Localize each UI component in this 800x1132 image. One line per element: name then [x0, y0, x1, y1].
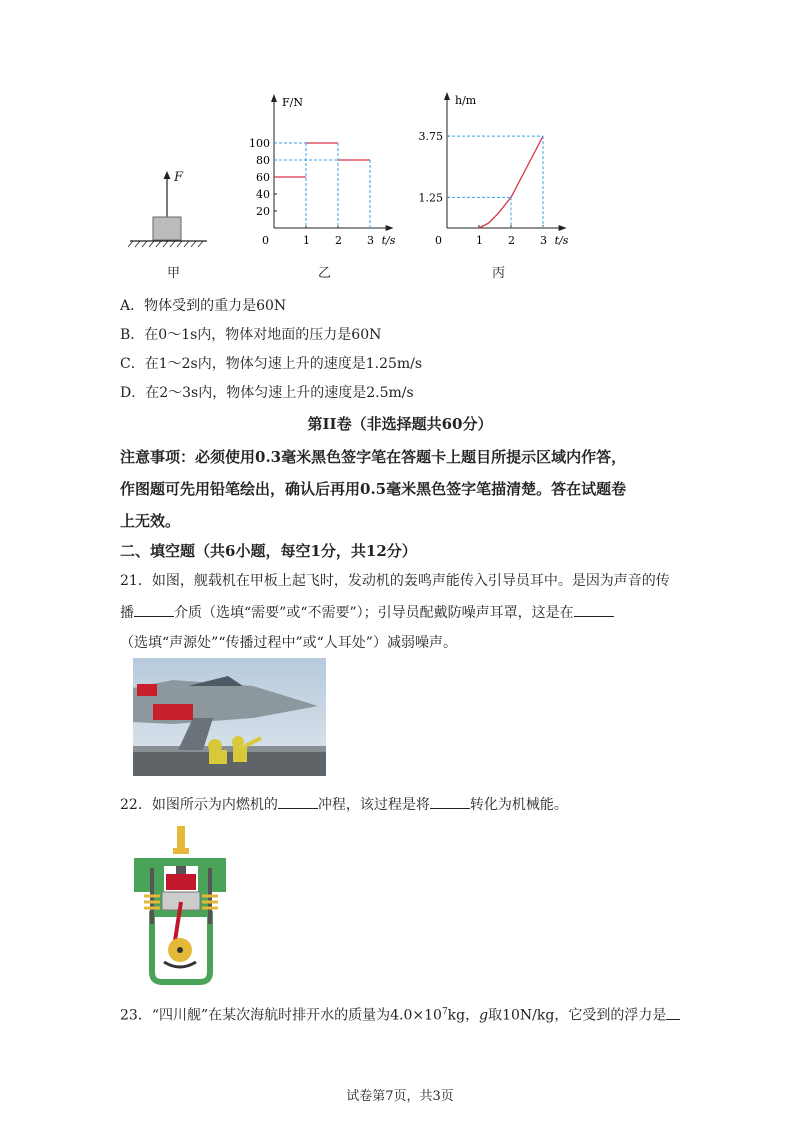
section-title: 第II卷（非选择题共60分）: [307, 415, 493, 433]
y-tick-label: 80: [256, 154, 270, 167]
q23-text-c: 取10N/kg，它受到的浮力是: [488, 1007, 667, 1024]
x-tick-label: 1: [303, 234, 310, 247]
q21-blank-2[interactable]: [574, 602, 614, 617]
page-footer: 试卷第7页，共3页: [346, 1089, 454, 1104]
caption-yi: 乙: [318, 266, 332, 281]
y-tick-label: 3.75: [418, 130, 443, 144]
figure-jia: [125, 165, 210, 250]
y-tick-label: 100: [249, 137, 270, 150]
caption-jia: 甲: [167, 266, 181, 281]
q21-blank-1[interactable]: [134, 602, 174, 617]
q22-text-b: 冲程，该过程是将: [317, 797, 430, 813]
x-tick-label: 3: [367, 234, 374, 247]
x-tick-label: 3: [540, 234, 547, 245]
caption-bing: 丙: [492, 266, 506, 281]
y-axis-arrow: [271, 94, 277, 102]
carrier-jet-photo: [133, 658, 326, 776]
part-title: 二、填空题（共6小题，每空1分，共12分）: [120, 542, 417, 560]
q22-blank-2[interactable]: [430, 794, 470, 809]
origin-label: 0: [435, 234, 442, 245]
notice-line-3: 上无效。: [120, 512, 181, 530]
q23-text-a: 23．“四川舰”在某次海航时排开水的质量为4.0×10: [120, 1007, 442, 1024]
q23-g-symbol: g: [479, 1007, 489, 1024]
notice-line-1: 注意事项：必须使用0.3毫米黑色签字笔在答题卡上题目所提示区域内作答，: [120, 448, 627, 466]
q21-text-a: 播: [120, 605, 134, 621]
x-tick-label: 1: [476, 234, 483, 245]
y-tick-label: 60: [256, 171, 270, 184]
x-tick-label: 2: [508, 234, 515, 245]
x-axis-label: t/s: [554, 234, 569, 245]
q22-blank-1[interactable]: [278, 794, 318, 809]
q22-line: [120, 794, 568, 815]
x-axis-arrow: [559, 225, 567, 231]
y-axis-label: F/N: [282, 96, 303, 109]
q22-text-c: 转化为机械能。: [469, 797, 568, 813]
origin-label: 0: [262, 234, 269, 247]
q23-text-b: kg，: [447, 1007, 480, 1024]
q21-text-b: 介质（选填“需要”或“不需要”）；引导员配戴防噪声耳罩，这是在: [174, 605, 574, 621]
q23-line: [120, 1002, 680, 1026]
y-tick-label: 40: [256, 188, 270, 201]
x-tick-label: 2: [335, 234, 342, 247]
q21-line-3: （选填“声源处”“传播过程中”或“人耳处”）减弱噪声。: [120, 635, 457, 651]
y-axis-label: h/m: [455, 94, 477, 107]
q23-exponent: 7: [441, 1007, 448, 1017]
x-axis-label: t/s: [381, 234, 396, 247]
y-tick-label: 20: [256, 205, 270, 218]
force-label: F: [174, 170, 184, 185]
engine-diagram: [130, 822, 230, 987]
q23-blank[interactable]: [666, 1005, 680, 1020]
chart-height-time: [415, 90, 590, 245]
chart-force-time: [240, 92, 415, 247]
q21-line-1: 21．如图，舰载机在甲板上起飞时，发动机的轰鸣声能传入引导员耳中。是因为声音的传: [120, 573, 670, 589]
q22-text-a: 22．如图所示为内燃机的: [120, 797, 278, 813]
q21-line-2: [120, 602, 614, 623]
option-a: A．物体受到的重力是60N: [120, 298, 287, 314]
option-b: B．在0～1s内，物体对地面的压力是60N: [120, 327, 382, 343]
x-axis-arrow: [386, 225, 394, 231]
option-d: D．在2～3s内，物体匀速上升的速度是2.5m/s: [120, 385, 414, 401]
y-axis-arrow: [444, 92, 450, 100]
option-c: C．在1～2s内，物体匀速上升的速度是1.25m/s: [120, 356, 423, 372]
y-tick-label: 1.25: [418, 191, 443, 205]
notice-line-2: 作图题可先用铅笔绘出，确认后再用0.5毫米黑色签字笔描清楚。答在试题卷: [120, 480, 627, 498]
